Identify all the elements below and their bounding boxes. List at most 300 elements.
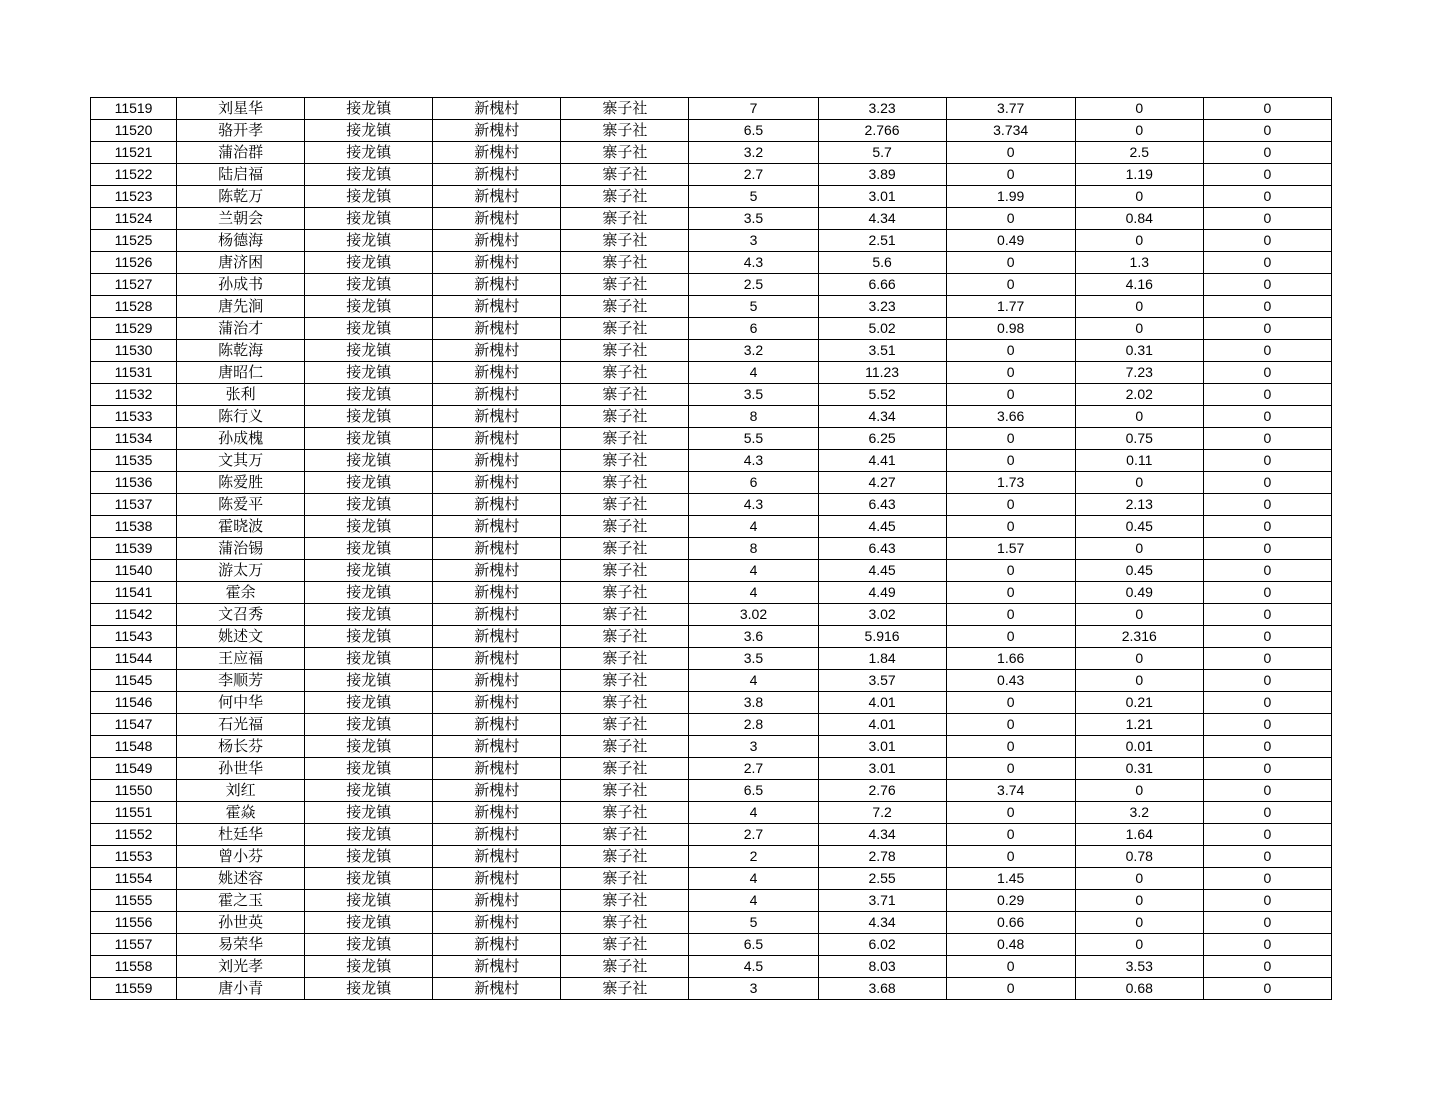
value-3-cell: 0 xyxy=(946,604,1075,626)
town-cell: 接龙镇 xyxy=(305,626,433,648)
value-4-cell: 1.3 xyxy=(1075,252,1203,274)
village-cell: 新槐村 xyxy=(433,362,561,384)
town-cell: 接龙镇 xyxy=(305,98,433,120)
name-cell: 陈乾海 xyxy=(177,340,305,362)
id-cell: 11539 xyxy=(91,538,177,560)
group-cell: 寨子社 xyxy=(561,208,689,230)
table-row xyxy=(91,142,1332,164)
value-2-cell: 5.02 xyxy=(818,318,946,340)
village-cell: 新槐村 xyxy=(433,494,561,516)
value-5-cell: 0 xyxy=(1203,956,1331,978)
value-5-cell: 0 xyxy=(1203,406,1331,428)
value-4-cell: 0.68 xyxy=(1075,978,1203,1000)
value-1-cell: 2.7 xyxy=(689,164,818,186)
value-1-cell: 3.8 xyxy=(689,692,818,714)
town-cell: 接龙镇 xyxy=(305,230,433,252)
id-cell: 11531 xyxy=(91,362,177,384)
table-row xyxy=(91,230,1332,252)
value-5-cell: 0 xyxy=(1203,362,1331,384)
value-1-cell: 4 xyxy=(689,516,818,538)
value-1-cell: 3 xyxy=(689,736,818,758)
group-cell: 寨子社 xyxy=(561,516,689,538)
id-cell: 11533 xyxy=(91,406,177,428)
name-cell: 刘星华 xyxy=(177,98,305,120)
town-cell: 接龙镇 xyxy=(305,318,433,340)
town-cell: 接龙镇 xyxy=(305,120,433,142)
village-cell: 新槐村 xyxy=(433,450,561,472)
value-2-cell: 3.23 xyxy=(818,296,946,318)
name-cell: 曾小芬 xyxy=(177,846,305,868)
value-5-cell: 0 xyxy=(1203,758,1331,780)
value-2-cell: 3.02 xyxy=(818,604,946,626)
value-1-cell: 2.7 xyxy=(689,824,818,846)
value-5-cell: 0 xyxy=(1203,318,1331,340)
village-cell: 新槐村 xyxy=(433,978,561,1000)
town-cell: 接龙镇 xyxy=(305,758,433,780)
name-cell: 孙世华 xyxy=(177,758,305,780)
value-4-cell: 0.01 xyxy=(1075,736,1203,758)
value-3-cell: 0 xyxy=(946,758,1075,780)
value-4-cell: 0.45 xyxy=(1075,560,1203,582)
value-3-cell: 0 xyxy=(946,494,1075,516)
village-cell: 新槐村 xyxy=(433,758,561,780)
value-4-cell: 2.5 xyxy=(1075,142,1203,164)
town-cell: 接龙镇 xyxy=(305,890,433,912)
value-1-cell: 4.3 xyxy=(689,450,818,472)
value-3-cell: 0 xyxy=(946,274,1075,296)
value-2-cell: 5.916 xyxy=(818,626,946,648)
group-cell: 寨子社 xyxy=(561,670,689,692)
value-4-cell: 1.19 xyxy=(1075,164,1203,186)
value-5-cell: 0 xyxy=(1203,736,1331,758)
village-cell: 新槐村 xyxy=(433,384,561,406)
group-cell: 寨子社 xyxy=(561,274,689,296)
town-cell: 接龙镇 xyxy=(305,670,433,692)
village-cell: 新槐村 xyxy=(433,912,561,934)
value-2-cell: 4.49 xyxy=(818,582,946,604)
value-4-cell: 0 xyxy=(1075,98,1203,120)
name-cell: 唐小青 xyxy=(177,978,305,1000)
table-row xyxy=(91,934,1332,956)
name-cell: 杨长芬 xyxy=(177,736,305,758)
table-row xyxy=(91,98,1332,120)
value-4-cell: 0 xyxy=(1075,604,1203,626)
group-cell: 寨子社 xyxy=(561,142,689,164)
value-2-cell: 3.51 xyxy=(818,340,946,362)
value-1-cell: 6.5 xyxy=(689,780,818,802)
value-3-cell: 0 xyxy=(946,560,1075,582)
id-cell: 11550 xyxy=(91,780,177,802)
village-cell: 新槐村 xyxy=(433,296,561,318)
group-cell: 寨子社 xyxy=(561,890,689,912)
value-4-cell: 0 xyxy=(1075,186,1203,208)
value-5-cell: 0 xyxy=(1203,472,1331,494)
name-cell: 孙成槐 xyxy=(177,428,305,450)
value-4-cell: 0.31 xyxy=(1075,340,1203,362)
id-cell: 11525 xyxy=(91,230,177,252)
value-5-cell: 0 xyxy=(1203,670,1331,692)
town-cell: 接龙镇 xyxy=(305,538,433,560)
group-cell: 寨子社 xyxy=(561,560,689,582)
name-cell: 陈行义 xyxy=(177,406,305,428)
table-row xyxy=(91,736,1332,758)
town-cell: 接龙镇 xyxy=(305,340,433,362)
value-2-cell: 6.43 xyxy=(818,494,946,516)
town-cell: 接龙镇 xyxy=(305,142,433,164)
town-cell: 接龙镇 xyxy=(305,252,433,274)
town-cell: 接龙镇 xyxy=(305,274,433,296)
id-cell: 11535 xyxy=(91,450,177,472)
town-cell: 接龙镇 xyxy=(305,406,433,428)
group-cell: 寨子社 xyxy=(561,604,689,626)
value-4-cell: 3.53 xyxy=(1075,956,1203,978)
village-cell: 新槐村 xyxy=(433,538,561,560)
group-cell: 寨子社 xyxy=(561,362,689,384)
value-4-cell: 0 xyxy=(1075,318,1203,340)
town-cell: 接龙镇 xyxy=(305,516,433,538)
value-2-cell: 4.41 xyxy=(818,450,946,472)
table-row xyxy=(91,758,1332,780)
village-cell: 新槐村 xyxy=(433,98,561,120)
value-5-cell: 0 xyxy=(1203,912,1331,934)
value-1-cell: 2.5 xyxy=(689,274,818,296)
value-3-cell: 0 xyxy=(946,164,1075,186)
value-3-cell: 3.77 xyxy=(946,98,1075,120)
table-row xyxy=(91,318,1332,340)
id-cell: 11523 xyxy=(91,186,177,208)
table-row xyxy=(91,208,1332,230)
town-cell: 接龙镇 xyxy=(305,824,433,846)
value-1-cell: 4 xyxy=(689,868,818,890)
town-cell: 接龙镇 xyxy=(305,692,433,714)
value-5-cell: 0 xyxy=(1203,714,1331,736)
group-cell: 寨子社 xyxy=(561,318,689,340)
value-4-cell: 0 xyxy=(1075,780,1203,802)
group-cell: 寨子社 xyxy=(561,934,689,956)
town-cell: 接龙镇 xyxy=(305,868,433,890)
value-4-cell: 0 xyxy=(1075,868,1203,890)
value-3-cell: 1.77 xyxy=(946,296,1075,318)
id-cell: 11546 xyxy=(91,692,177,714)
value-3-cell: 0 xyxy=(946,736,1075,758)
value-3-cell: 0 xyxy=(946,692,1075,714)
value-3-cell: 3.734 xyxy=(946,120,1075,142)
id-cell: 11559 xyxy=(91,978,177,1000)
id-cell: 11543 xyxy=(91,626,177,648)
value-2-cell: 3.71 xyxy=(818,890,946,912)
value-3-cell: 0.98 xyxy=(946,318,1075,340)
value-3-cell: 1.73 xyxy=(946,472,1075,494)
value-1-cell: 2.8 xyxy=(689,714,818,736)
value-4-cell: 0 xyxy=(1075,120,1203,142)
village-cell: 新槐村 xyxy=(433,736,561,758)
table-row xyxy=(91,450,1332,472)
value-1-cell: 3 xyxy=(689,978,818,1000)
group-cell: 寨子社 xyxy=(561,230,689,252)
value-2-cell: 5.7 xyxy=(818,142,946,164)
value-2-cell: 2.76 xyxy=(818,780,946,802)
value-4-cell: 0.11 xyxy=(1075,450,1203,472)
value-2-cell: 4.34 xyxy=(818,208,946,230)
id-cell: 11538 xyxy=(91,516,177,538)
value-1-cell: 6 xyxy=(689,472,818,494)
id-cell: 11557 xyxy=(91,934,177,956)
value-5-cell: 0 xyxy=(1203,648,1331,670)
id-cell: 11526 xyxy=(91,252,177,274)
table-row xyxy=(91,252,1332,274)
name-cell: 石光福 xyxy=(177,714,305,736)
value-3-cell: 3.74 xyxy=(946,780,1075,802)
value-5-cell: 0 xyxy=(1203,340,1331,362)
id-cell: 11537 xyxy=(91,494,177,516)
group-cell: 寨子社 xyxy=(561,736,689,758)
name-cell: 骆开孝 xyxy=(177,120,305,142)
village-cell: 新槐村 xyxy=(433,802,561,824)
value-1-cell: 8 xyxy=(689,538,818,560)
village-cell: 新槐村 xyxy=(433,824,561,846)
value-2-cell: 5.52 xyxy=(818,384,946,406)
value-3-cell: 0 xyxy=(946,450,1075,472)
value-3-cell: 0 xyxy=(946,362,1075,384)
table-row xyxy=(91,824,1332,846)
name-cell: 陈乾万 xyxy=(177,186,305,208)
value-3-cell: 0.29 xyxy=(946,890,1075,912)
group-cell: 寨子社 xyxy=(561,802,689,824)
id-cell: 11548 xyxy=(91,736,177,758)
group-cell: 寨子社 xyxy=(561,824,689,846)
table-row xyxy=(91,362,1332,384)
village-cell: 新槐村 xyxy=(433,274,561,296)
value-5-cell: 0 xyxy=(1203,978,1331,1000)
id-cell: 11541 xyxy=(91,582,177,604)
name-cell: 李顺芳 xyxy=(177,670,305,692)
value-2-cell: 1.84 xyxy=(818,648,946,670)
village-cell: 新槐村 xyxy=(433,934,561,956)
value-5-cell: 0 xyxy=(1203,890,1331,912)
group-cell: 寨子社 xyxy=(561,692,689,714)
value-4-cell: 0 xyxy=(1075,912,1203,934)
id-cell: 11555 xyxy=(91,890,177,912)
value-1-cell: 2 xyxy=(689,846,818,868)
town-cell: 接龙镇 xyxy=(305,780,433,802)
village-cell: 新槐村 xyxy=(433,692,561,714)
value-5-cell: 0 xyxy=(1203,450,1331,472)
value-1-cell: 5 xyxy=(689,296,818,318)
id-cell: 11527 xyxy=(91,274,177,296)
name-cell: 杨德海 xyxy=(177,230,305,252)
group-cell: 寨子社 xyxy=(561,758,689,780)
id-cell: 11532 xyxy=(91,384,177,406)
value-4-cell: 1.21 xyxy=(1075,714,1203,736)
value-5-cell: 0 xyxy=(1203,560,1331,582)
value-1-cell: 4.5 xyxy=(689,956,818,978)
table-row xyxy=(91,912,1332,934)
value-1-cell: 3.02 xyxy=(689,604,818,626)
name-cell: 张利 xyxy=(177,384,305,406)
value-4-cell: 4.16 xyxy=(1075,274,1203,296)
table-row xyxy=(91,978,1332,1000)
value-5-cell: 0 xyxy=(1203,142,1331,164)
value-4-cell: 1.64 xyxy=(1075,824,1203,846)
value-3-cell: 0 xyxy=(946,340,1075,362)
id-cell: 11551 xyxy=(91,802,177,824)
group-cell: 寨子社 xyxy=(561,978,689,1000)
table-row xyxy=(91,582,1332,604)
table-row xyxy=(91,296,1332,318)
value-1-cell: 7 xyxy=(689,98,818,120)
table-row xyxy=(91,494,1332,516)
village-cell: 新槐村 xyxy=(433,956,561,978)
table-row xyxy=(91,780,1332,802)
table-row xyxy=(91,714,1332,736)
value-3-cell: 3.66 xyxy=(946,406,1075,428)
town-cell: 接龙镇 xyxy=(305,912,433,934)
town-cell: 接龙镇 xyxy=(305,582,433,604)
group-cell: 寨子社 xyxy=(561,494,689,516)
village-cell: 新槐村 xyxy=(433,340,561,362)
village-cell: 新槐村 xyxy=(433,120,561,142)
value-2-cell: 3.01 xyxy=(818,186,946,208)
value-4-cell: 0 xyxy=(1075,934,1203,956)
name-cell: 孙世英 xyxy=(177,912,305,934)
value-4-cell: 0 xyxy=(1075,472,1203,494)
table-row xyxy=(91,428,1332,450)
value-4-cell: 2.02 xyxy=(1075,384,1203,406)
group-cell: 寨子社 xyxy=(561,164,689,186)
value-2-cell: 2.766 xyxy=(818,120,946,142)
table-row xyxy=(91,164,1332,186)
id-cell: 11545 xyxy=(91,670,177,692)
value-4-cell: 0 xyxy=(1075,890,1203,912)
value-4-cell: 0.49 xyxy=(1075,582,1203,604)
value-4-cell: 0 xyxy=(1075,670,1203,692)
value-3-cell: 0.66 xyxy=(946,912,1075,934)
table-row xyxy=(91,802,1332,824)
value-3-cell: 0 xyxy=(946,714,1075,736)
table-row xyxy=(91,406,1332,428)
value-5-cell: 0 xyxy=(1203,296,1331,318)
name-cell: 游太万 xyxy=(177,560,305,582)
group-cell: 寨子社 xyxy=(561,252,689,274)
id-cell: 11547 xyxy=(91,714,177,736)
value-2-cell: 2.78 xyxy=(818,846,946,868)
village-cell: 新槐村 xyxy=(433,890,561,912)
value-2-cell: 3.68 xyxy=(818,978,946,1000)
table-row xyxy=(91,384,1332,406)
value-2-cell: 3.89 xyxy=(818,164,946,186)
table-row xyxy=(91,692,1332,714)
town-cell: 接龙镇 xyxy=(305,978,433,1000)
value-2-cell: 4.45 xyxy=(818,560,946,582)
value-5-cell: 0 xyxy=(1203,692,1331,714)
table-row xyxy=(91,626,1332,648)
value-3-cell: 1.45 xyxy=(946,868,1075,890)
village-cell: 新槐村 xyxy=(433,714,561,736)
town-cell: 接龙镇 xyxy=(305,714,433,736)
value-3-cell: 1.99 xyxy=(946,186,1075,208)
value-5-cell: 0 xyxy=(1203,626,1331,648)
name-cell: 唐昭仁 xyxy=(177,362,305,384)
name-cell: 霍晓波 xyxy=(177,516,305,538)
id-cell: 11540 xyxy=(91,560,177,582)
value-3-cell: 0.43 xyxy=(946,670,1075,692)
value-4-cell: 0 xyxy=(1075,296,1203,318)
value-1-cell: 4.3 xyxy=(689,252,818,274)
value-2-cell: 3.01 xyxy=(818,758,946,780)
village-cell: 新槐村 xyxy=(433,868,561,890)
value-2-cell: 2.51 xyxy=(818,230,946,252)
group-cell: 寨子社 xyxy=(561,780,689,802)
name-cell: 蒲治锡 xyxy=(177,538,305,560)
town-cell: 接龙镇 xyxy=(305,428,433,450)
name-cell: 姚述容 xyxy=(177,868,305,890)
group-cell: 寨子社 xyxy=(561,956,689,978)
value-5-cell: 0 xyxy=(1203,582,1331,604)
value-1-cell: 2.7 xyxy=(689,758,818,780)
village-cell: 新槐村 xyxy=(433,142,561,164)
value-1-cell: 3.6 xyxy=(689,626,818,648)
village-cell: 新槐村 xyxy=(433,780,561,802)
value-5-cell: 0 xyxy=(1203,208,1331,230)
value-1-cell: 3.2 xyxy=(689,142,818,164)
value-1-cell: 3.5 xyxy=(689,648,818,670)
id-cell: 11549 xyxy=(91,758,177,780)
group-cell: 寨子社 xyxy=(561,868,689,890)
value-3-cell: 0 xyxy=(946,824,1075,846)
table-row xyxy=(91,186,1332,208)
group-cell: 寨子社 xyxy=(561,340,689,362)
group-cell: 寨子社 xyxy=(561,582,689,604)
value-5-cell: 0 xyxy=(1203,802,1331,824)
village-cell: 新槐村 xyxy=(433,230,561,252)
town-cell: 接龙镇 xyxy=(305,648,433,670)
name-cell: 陆启福 xyxy=(177,164,305,186)
id-cell: 11536 xyxy=(91,472,177,494)
table-row xyxy=(91,846,1332,868)
table-row xyxy=(91,890,1332,912)
value-1-cell: 6.5 xyxy=(689,120,818,142)
value-5-cell: 0 xyxy=(1203,494,1331,516)
town-cell: 接龙镇 xyxy=(305,362,433,384)
table-row xyxy=(91,648,1332,670)
value-4-cell: 3.2 xyxy=(1075,802,1203,824)
value-2-cell: 7.2 xyxy=(818,802,946,824)
village-cell: 新槐村 xyxy=(433,472,561,494)
value-3-cell: 0 xyxy=(946,846,1075,868)
value-4-cell: 0.84 xyxy=(1075,208,1203,230)
value-5-cell: 0 xyxy=(1203,230,1331,252)
value-3-cell: 0 xyxy=(946,142,1075,164)
group-cell: 寨子社 xyxy=(561,296,689,318)
id-cell: 11558 xyxy=(91,956,177,978)
village-cell: 新槐村 xyxy=(433,406,561,428)
value-1-cell: 4 xyxy=(689,802,818,824)
value-2-cell: 6.43 xyxy=(818,538,946,560)
name-cell: 杜廷华 xyxy=(177,824,305,846)
town-cell: 接龙镇 xyxy=(305,472,433,494)
value-5-cell: 0 xyxy=(1203,252,1331,274)
id-cell: 11524 xyxy=(91,208,177,230)
name-cell: 唐先涧 xyxy=(177,296,305,318)
name-cell: 陈爱胜 xyxy=(177,472,305,494)
name-cell: 霍焱 xyxy=(177,802,305,824)
value-2-cell: 4.34 xyxy=(818,406,946,428)
value-2-cell: 3.23 xyxy=(818,98,946,120)
value-2-cell: 8.03 xyxy=(818,956,946,978)
group-cell: 寨子社 xyxy=(561,626,689,648)
id-cell: 11530 xyxy=(91,340,177,362)
value-5-cell: 0 xyxy=(1203,538,1331,560)
